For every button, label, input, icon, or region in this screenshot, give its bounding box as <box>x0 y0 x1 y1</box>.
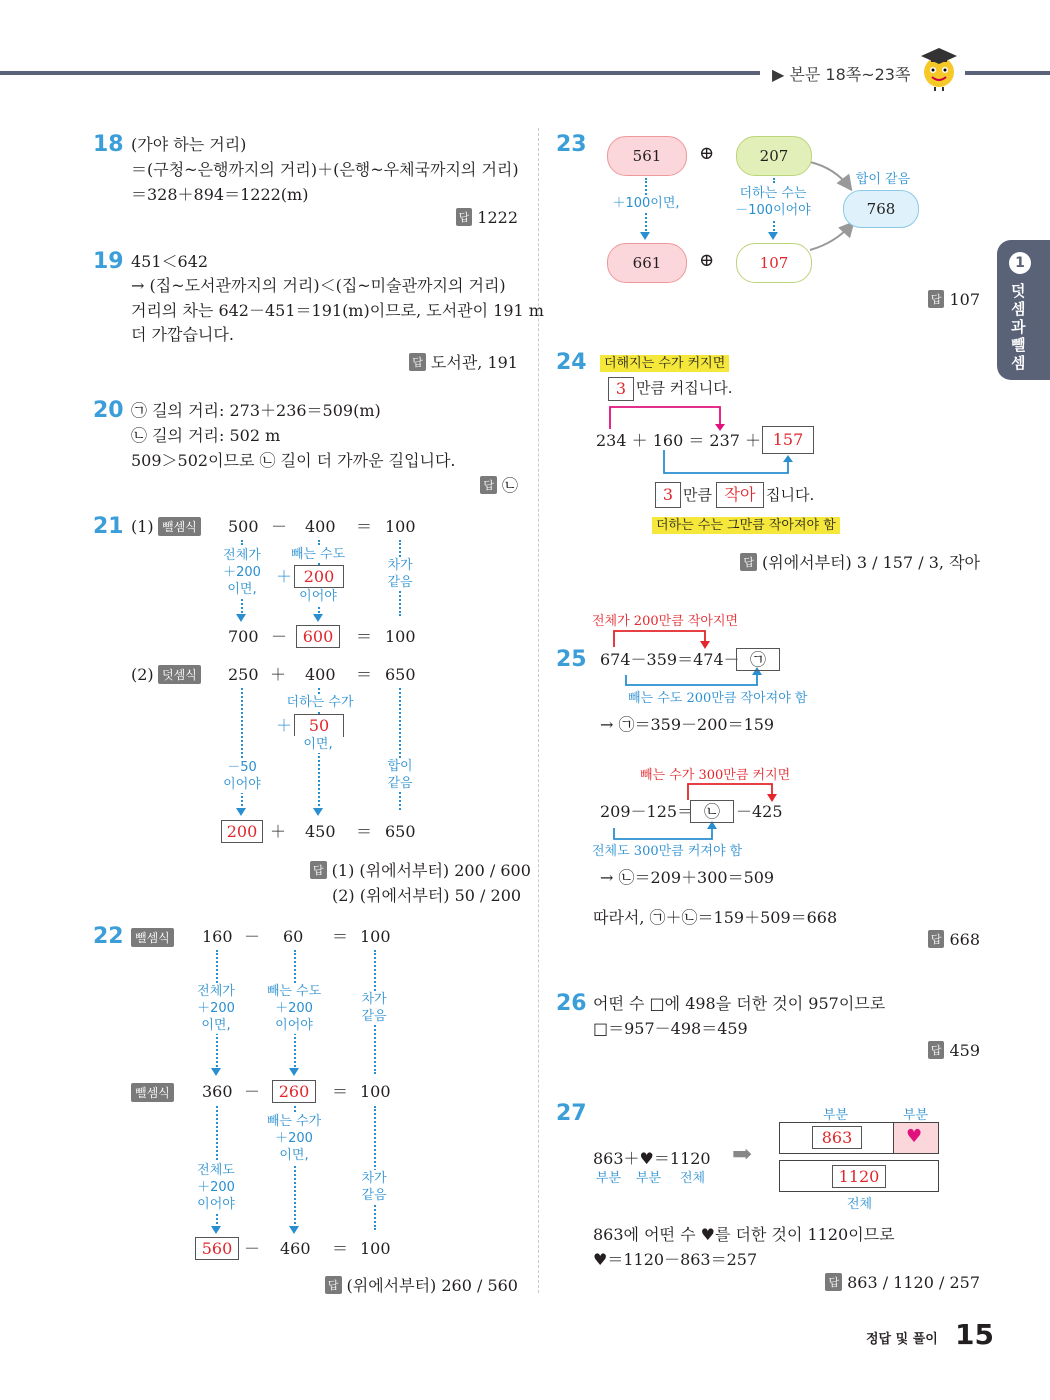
label: 부분 <box>903 1108 929 1123</box>
answer-box: 200 <box>221 820 263 843</box>
dotted-line <box>374 1106 376 1230</box>
eq-op: ＝ <box>356 517 373 536</box>
arrow-down-icon <box>211 1226 221 1234</box>
number-bubble: 661 <box>607 243 687 283</box>
eq-term: 100 <box>360 1239 391 1258</box>
answer-line: 답 107 <box>928 290 980 309</box>
header-rule-right <box>965 71 1050 75</box>
note: 전체가 ＋200 이면, <box>186 983 246 1034</box>
note: 빼는 수가 ＋200 이면, <box>259 1113 329 1164</box>
equation-tag: 뺄셈식 <box>131 1082 174 1102</box>
number-bubble: 107 <box>736 243 812 283</box>
solution-line: ㉡ 길의 거리: 502 m <box>131 426 281 445</box>
label: 부분 <box>596 1171 622 1186</box>
arrow-down-icon <box>640 232 650 240</box>
problem-number: 21 <box>93 514 124 539</box>
label: 전체 <box>847 1197 873 1212</box>
eq-term: 60 <box>283 927 304 946</box>
answer-box: 50 <box>294 714 344 737</box>
equation-tag: 뺄셈식 <box>131 927 174 947</box>
red-note: 전체가 200만큼 작아지면 <box>592 614 739 629</box>
arrow-down-icon <box>236 808 246 816</box>
problem-number: 27 <box>556 1101 587 1126</box>
number-bubble: 561 <box>607 136 687 176</box>
chapter-number: 1 <box>1009 252 1031 274</box>
answer-box: ㉠ <box>736 648 780 671</box>
chapter-tab[interactable] <box>997 240 1050 380</box>
arrow-down-icon <box>313 614 323 622</box>
solution-line: 따라서, ㉠＋㉡＝159＋509＝668 <box>593 908 838 927</box>
answer-line: 답 1222 <box>456 208 518 227</box>
label: 부분 <box>823 1108 849 1123</box>
answer-box: 200 <box>294 565 344 588</box>
eq-op: － <box>244 1082 261 1101</box>
equation-tag: 뺄셈식 <box>158 516 201 536</box>
arrow-down-icon <box>313 808 323 816</box>
solution-line: → (집~도서관까지의 거리)＜(집~미술관까지의 거리) <box>131 276 506 295</box>
answer-box: 600 <box>296 625 340 648</box>
chapter-label: 덧셈과 뺄셈 <box>1011 282 1026 372</box>
solution-line: 863에 어떤 수 ♥를 더한 것이 1120이므로 <box>593 1225 895 1244</box>
plus-sign: ＋ <box>276 713 292 738</box>
answer-line: 답 ㉡ <box>480 473 518 496</box>
problem-number: 25 <box>556 647 587 672</box>
red-note: 빼는 수가 300만큼 커지면 <box>640 768 791 783</box>
arrow-down-icon <box>211 1068 221 1076</box>
note: 차가 같음 <box>354 1170 394 1204</box>
note: 합이 같음 <box>855 172 911 187</box>
note: 합이 같음 <box>380 758 420 792</box>
eq-term: 100 <box>360 1082 391 1101</box>
note: 전체도 ＋200 이어야 <box>186 1162 246 1213</box>
eq-term: 450 <box>305 822 336 841</box>
note: 빼는 수도 ＋200 이어야 <box>259 983 329 1034</box>
note: 차가 같음 <box>354 991 394 1025</box>
eq-term: 100 <box>360 927 391 946</box>
eq-op: － <box>244 927 261 946</box>
note: 이면, <box>293 736 343 753</box>
equation: 209－125＝ <box>600 802 694 821</box>
eq-op: ＝ <box>332 1082 349 1101</box>
plus-circle-icon: ⊕ <box>699 143 715 164</box>
solution-line: 509＞502이므로 ㉡ 길이 더 가까운 길입니다. <box>131 451 456 470</box>
equation: 863＋♥＝1120 <box>593 1149 711 1168</box>
note: 빼는 수도 <box>283 546 353 563</box>
problem-number: 23 <box>556 132 587 157</box>
plus-circle-icon: ⊕ <box>699 250 715 271</box>
number-bubble: 207 <box>736 136 812 176</box>
answer-line: (2) (위에서부터) 50 / 200 <box>332 886 522 905</box>
solution-line: → ㉠＝359－200＝159 <box>600 715 775 734</box>
eq-op: － <box>244 1239 261 1258</box>
answer-box: 3 <box>655 482 681 508</box>
note: －50 이어야 <box>214 759 270 793</box>
answer-box: 560 <box>195 1237 239 1260</box>
mascot-icon <box>915 42 963 92</box>
problem-number: 26 <box>556 991 587 1016</box>
page-reference: ▶ 본문 18쪽~23쪽 <box>772 65 911 84</box>
eq-term: 160 <box>202 927 233 946</box>
answer-box: 1120 <box>832 1165 886 1188</box>
answer-box: 157 <box>762 426 814 454</box>
arrow-right-icon: ➡ <box>732 1140 753 1168</box>
arrow-down-icon <box>289 1068 299 1076</box>
part-label: (1) <box>131 517 154 536</box>
solution-line: (가야 하는 거리) <box>131 135 247 154</box>
eq-term: 460 <box>280 1239 311 1258</box>
arrow-down-icon <box>768 232 778 240</box>
equation: 234 ＋ 160 ＝ 237 ＋ <box>596 431 762 450</box>
label: 전체 <box>680 1171 706 1186</box>
eq-op: ＝ <box>356 665 373 684</box>
eq-term: 360 <box>202 1082 233 1101</box>
text: 만큼 <box>683 486 712 504</box>
note: 차가 같음 <box>380 557 420 591</box>
part-label: (2) <box>131 665 154 684</box>
eq-op: ＝ <box>332 1239 349 1258</box>
arrow-down-icon <box>289 1226 299 1234</box>
highlight-note: 더하는 수는 그만큼 작아져야 함 <box>652 514 840 533</box>
text: 집니다. <box>766 486 815 504</box>
note: 전체가 ＋200 이면, <box>212 547 272 598</box>
eq-term: 650 <box>385 822 416 841</box>
answer-line: 답 도서관, 191 <box>409 350 518 373</box>
label: 부분 <box>636 1171 662 1186</box>
eq-op: － <box>271 627 288 646</box>
equation-tag: 덧셈식 <box>158 664 201 684</box>
answer-line: 답 (위에서부터) 3 / 157 / 3, 작아 <box>740 550 980 573</box>
blue-note: 전체도 300만큼 커져야 함 <box>592 844 743 859</box>
solution-line: 더 가깝습니다. <box>131 325 234 344</box>
answer-line: 답 (위에서부터) 260 / 560 <box>325 1273 518 1296</box>
answer-box: 260 <box>272 1080 316 1103</box>
eq-term: 250 <box>228 665 259 684</box>
eq-op: ＋ <box>270 665 287 684</box>
solution-line: ＝328＋894＝1222(m) <box>131 185 309 204</box>
number-bubble: 768 <box>843 190 919 228</box>
arrow-down-icon <box>236 614 246 622</box>
header-rule-left <box>0 71 760 75</box>
answer-box: 3 <box>608 377 634 401</box>
highlight-note: 더해지는 수가 커지면 <box>600 352 729 371</box>
problem-number: 20 <box>93 398 124 423</box>
blue-note: 빼는 수도 200만큼 작아져야 함 <box>628 691 808 706</box>
eq-term: 100 <box>385 517 416 536</box>
answer-line: 답 863 / 1120 / 257 <box>825 1273 980 1292</box>
eq-term: 100 <box>385 627 416 646</box>
answer-line: 답 668 <box>928 930 980 949</box>
solution-line: 451＜642 <box>131 252 209 271</box>
heart-icon: ♥ <box>906 1126 923 1147</box>
page-number: 15 <box>955 1318 994 1351</box>
problem-number: 19 <box>93 249 124 274</box>
solution-line: → ㉡＝209＋300＝509 <box>600 868 775 887</box>
eq-term: 400 <box>305 665 336 684</box>
answer-line: 답 (1) (위에서부터) 200 / 600 <box>310 858 531 881</box>
eq-op: ＋ <box>270 822 287 841</box>
note: 더하는 수가 <box>280 694 360 711</box>
equation: 674－359＝474－ <box>600 650 740 669</box>
plus-sign: ＋ <box>276 564 292 589</box>
eq-op: － <box>271 517 288 536</box>
answer-line: 답 459 <box>928 1041 980 1060</box>
eq-term: 650 <box>385 665 416 684</box>
answer-box: 863 <box>812 1126 862 1149</box>
eq-term: 500 <box>228 517 259 536</box>
solution-line: ♥＝1120－863＝257 <box>593 1250 758 1269</box>
eq-op: ＝ <box>356 627 373 646</box>
equation: －425 <box>736 802 783 821</box>
solution-line: □＝957－498＝459 <box>593 1019 748 1038</box>
answer-box: ㉡ <box>690 800 734 823</box>
text: 만큼 커집니다. <box>636 379 733 397</box>
solution-line: ＝(구청~은행까지의 거리)＋(은행~우체국까지의 거리) <box>131 160 519 179</box>
solution-line: 어떤 수 □에 498을 더한 것이 957이므로 <box>593 994 886 1013</box>
problem-number: 22 <box>93 924 124 949</box>
eq-op: ＝ <box>332 927 349 946</box>
problem-number: 24 <box>556 350 587 375</box>
note: 더하는 수는 －100이어야 <box>733 185 813 219</box>
solution-line: 거리의 차는 642－451＝191(m)이므로, 도서관이 191 m <box>131 301 544 320</box>
solution-line: ㉠ 길의 거리: 273＋236＝509(m) <box>131 401 381 420</box>
eq-op: ＝ <box>356 822 373 841</box>
note: ＋100이면, <box>608 195 684 212</box>
eq-term: 400 <box>305 517 336 536</box>
answer-box: 작아 <box>716 482 764 508</box>
note: 이어야 <box>288 588 348 605</box>
footer-label: 정답 및 풀이 <box>866 1332 938 1347</box>
problem-number: 18 <box>93 132 124 157</box>
eq-term: 700 <box>228 627 259 646</box>
